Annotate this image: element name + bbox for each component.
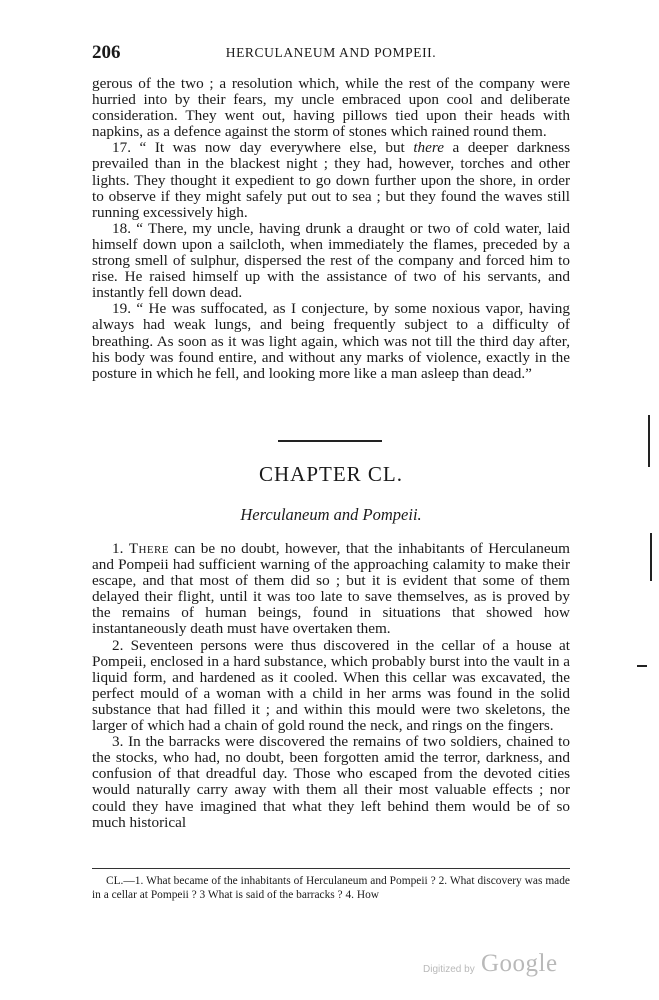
paragraph-18: 18. “ There, my uncle, having drunk a draught or two of cold water, laid himself down upon a sailcloth, when immediately the flames, preceded by a strong smell of sulphur, dispersed the rest of the company and forced him to rise. He raised himself up with the assistance of two of his servants, and instantly fell down dead. [92, 219, 570, 302]
chapter-subtitle: Herculaneum and Pompeii. [240, 505, 422, 524]
footnote-rule [92, 868, 570, 869]
page-header [92, 42, 570, 64]
footnote-questions: CL.—1. What became of the inhabitants of Herculaneum and Pompeii ? 2. What discovery was made in a cellar at Pompeii ? 3 What is said of the barracks ? 4. How [92, 875, 570, 901]
chapter-text-block [92, 541, 570, 831]
paragraph-17 [92, 140, 570, 220]
digitized-watermark [423, 950, 563, 984]
scan-mark [637, 665, 647, 667]
paragraph-1-initial-word: There [128, 540, 169, 557]
section-divider [278, 440, 382, 442]
paragraph-17-end: a deeper darkness prevailed than in the blackest night ; they had, however, torches and other lights. They thought it expedient to go down further upon the shore, in order to observe if they might safely put out to sea ; but they found the waves still running excessively high. [92, 139, 570, 221]
google-logo: Google [481, 950, 558, 977]
paragraph-2: 2. Seventeen persons were thus discovered in the cellar of a house at Pompeii, enclosed in a hard substance, which probably burst into the vault in a liquid form, and hardened as it cooled. When this cellar was excavated, the perfect mould of a woman with a child in her arms was found in the solid substance that had filled it ; and within this mould were two skeletons, the larger of which had a chain of gold round the neck, and rings on the fingers. [92, 636, 570, 735]
top-text-block [92, 76, 570, 382]
page-number: 206 [92, 42, 121, 63]
paragraph-17-emphasis: there [413, 139, 444, 157]
paragraph-3: 3. In the barracks were discovered the remains of two soldiers, chained to the stocks, who had, no doubt, been forgotten amid the terror, darkness, and confusion of that dreadful day. Those who escaped from the devoted cities would naturally carry away with them all their most valuable effects ; nor could they have imagined that what they left behind them would be of so much historical [92, 733, 570, 831]
running-title: HERCULANEUM AND POMPEII. [225, 45, 437, 60]
scan-mark [650, 533, 652, 581]
paragraph-1 [92, 541, 570, 638]
paragraph-1-text: can be no doubt, however, that the inhabitants of Herculaneum and Pompeii had sufficient warning of the approaching calamity to make their escape, and that most of them did so ; but it is evident that some of them delayed their flight, until it was too late to save themselves, as is proved by the remains of human beings, found in situations that showed how instantaneously death must have overtaken them. [92, 540, 570, 638]
paragraph-continued: gerous of the two ; a resolution which, while the rest of the company were hurried into by their fears, my uncle embraced upon cool and deliberate consideration. They went out, having pillows tied upon their heads with napkins, as a defence against the storm of stones which rained round them. [92, 75, 570, 141]
scan-mark [648, 415, 650, 467]
digitized-by-label: Digitized by [423, 964, 475, 975]
chapter-heading: CHAPTER CL. [258, 462, 403, 486]
paragraph-17-start: 17. “ It was now day everywhere else, but [112, 139, 414, 157]
paragraph-1-number: 1. [112, 540, 129, 557]
paragraph-19: 19. “ He was suffocated, as I conjecture, by some noxious vapor, having always had weak lungs, and being frequently subject to a difficulty of breathing. As soon as it was light again, which was not till the third day after, his body was found entire, and without any marks of violence, exactly in the posture in which he fell, and looking more like a man asleep than dead.” [92, 300, 570, 382]
